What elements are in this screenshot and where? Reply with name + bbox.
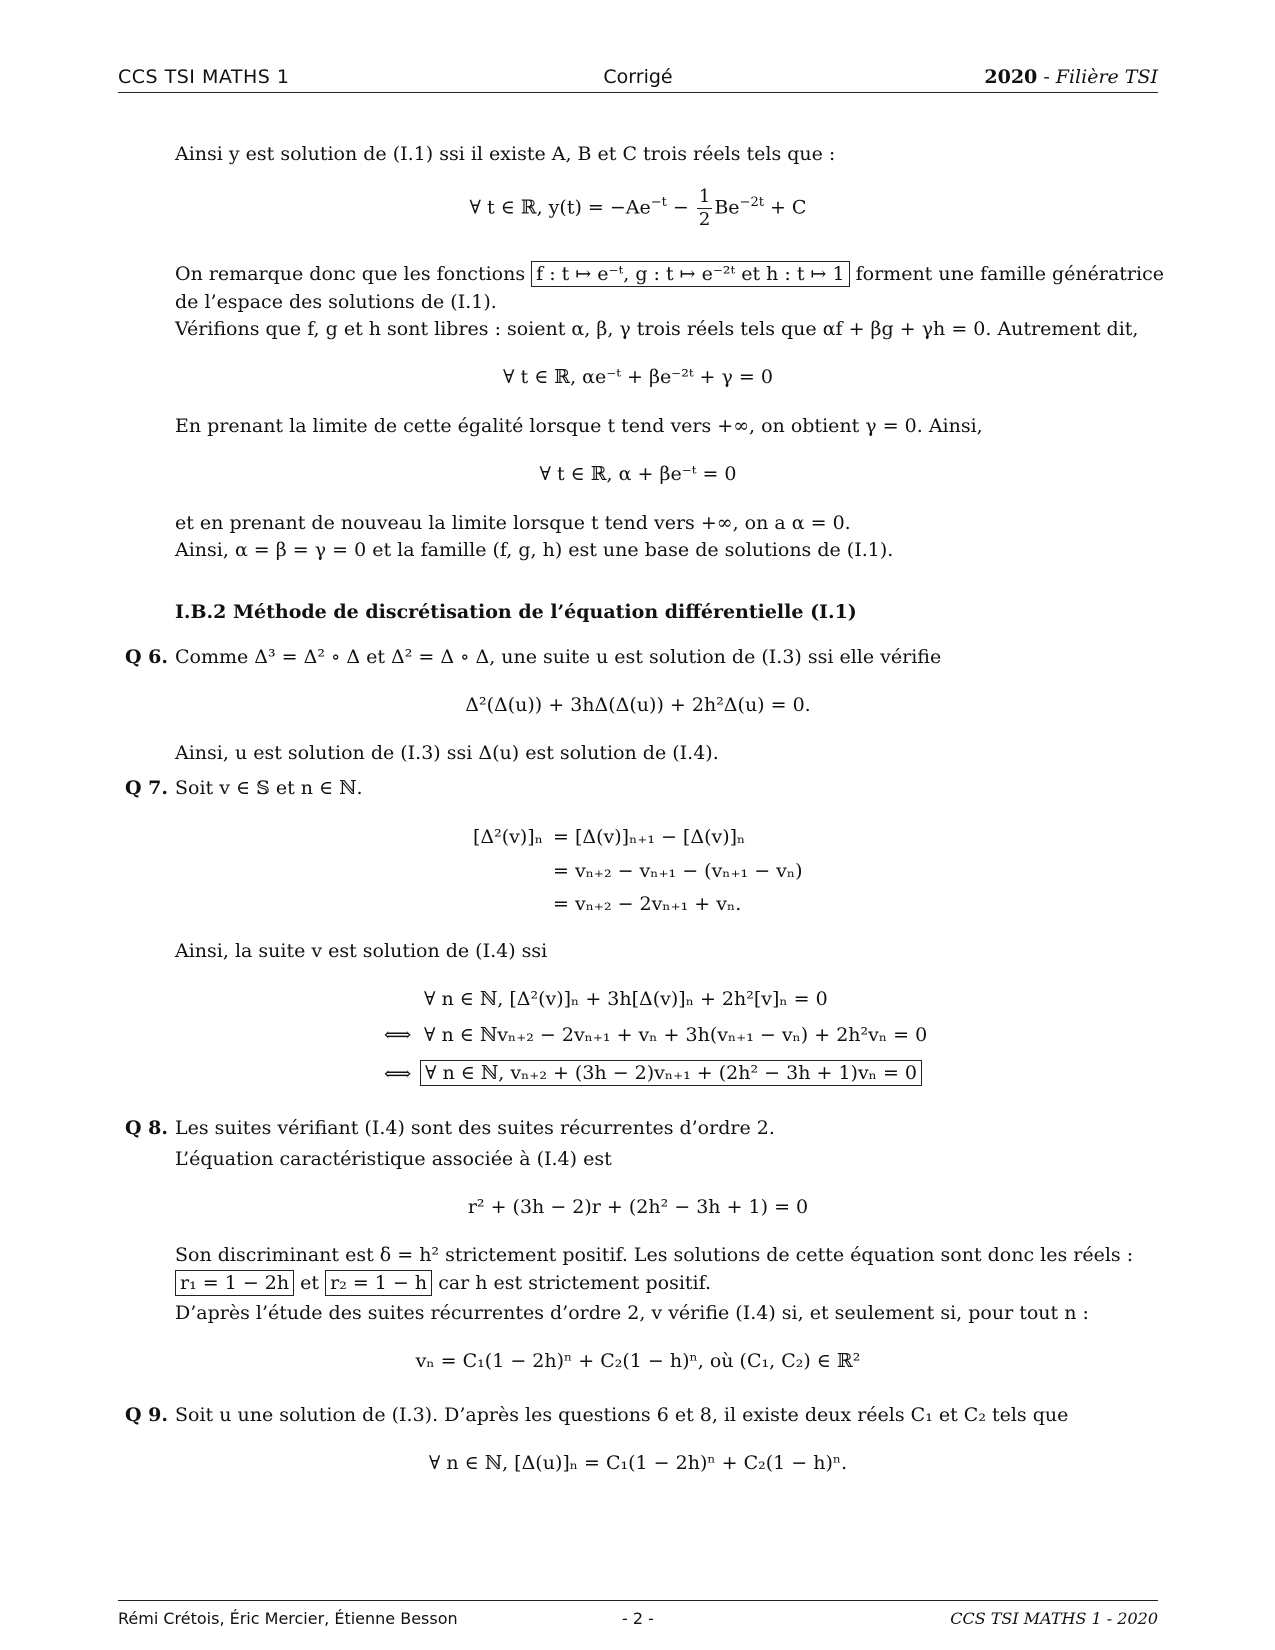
p12-end: car h est strictement positif. (438, 1272, 711, 1294)
equation-5: r² + (3h − 2)r + (2h² − 3h + 1) = 0 (467, 1196, 809, 1218)
eq1-fraction (697, 186, 712, 231)
footer-authors: Rémi Crétois, Éric Mercier, Étienne Besson (118, 1609, 458, 1628)
paragraph-10: L’équation caractéristique associée à (I.4) est (175, 1148, 612, 1170)
section-heading: I.B.2 Méthode de discrétisation de l’équation différentielle (I.1) (175, 601, 857, 623)
header-title: Corrigé (603, 66, 673, 88)
equivalence-line-1: ∀ n ∈ ℕ, [Δ²(v)]ₙ + 3h[Δ(v)]ₙ + 2h²[v]ₙ = 0 (424, 988, 828, 1010)
equation-4: Δ²(Δ(u)) + 3hΔ(Δ(u)) + 2h²Δ(u) = 0. (465, 694, 811, 716)
boxed-root-1: r₁ = 1 − 2h (175, 1270, 294, 1296)
footer-course: CCS TSI MATHS 1 - 2020 (950, 1609, 1158, 1628)
eq1-exp1: −t (650, 195, 667, 211)
eq1-left: ∀ t ∈ ℝ, y(t) = −Ae (469, 196, 651, 219)
question-6-label: Q 6. (125, 646, 169, 668)
page-header (118, 66, 1158, 93)
header-course: CCS TSI MATHS 1 (118, 66, 290, 88)
paragraph-1: Ainsi y est solution de (I.1) ssi il existe A, B et C trois réels tels que : (175, 143, 836, 165)
question-9-label: Q 9. (125, 1404, 169, 1426)
question-7-label: Q 7. (125, 777, 169, 799)
align-line-2-right: = vₙ₊₂ − vₙ₊₁ − (vₙ₊₁ − vₙ) (553, 860, 803, 882)
boxed-root-2: r₂ = 1 − h (325, 1270, 432, 1296)
paragraph-8: Ainsi, u est solution de (I.3) ssi Δ(u) est solution de (I.4). (175, 742, 719, 764)
paragraph-2 (175, 263, 1164, 285)
header-separator: - (1037, 66, 1056, 88)
equation-3: ∀ t ∈ ℝ, α + βe⁻ᵗ = 0 (539, 463, 737, 485)
align-line-3-right: = vₙ₊₂ − 2vₙ₊₁ + vₙ. (553, 893, 742, 915)
eq1-end: + C (763, 196, 807, 219)
paragraph-11: Son discriminant est δ = h² strictement positif. Les solutions de cette équation sont donc les réels : (175, 1244, 1134, 1266)
equivalence-arrow-2: ⟺ (384, 1024, 412, 1046)
footer-page-number: - 2 - (622, 1609, 654, 1628)
paragraph-7: Ainsi, α = β = γ = 0 et la famille (f, g, h) est une base de solutions de (I.1). (175, 539, 894, 561)
boxed-functions: f : t ↦ e⁻ᵗ, g : t ↦ e⁻²ᵗ et h : t ↦ 1 (531, 261, 849, 287)
question-8-label: Q 8. (125, 1117, 169, 1139)
p12-et: et (300, 1272, 320, 1294)
equation-6: vₙ = C₁(1 − 2h)ⁿ + C₂(1 − h)ⁿ, où (C₁, C₂) ∈ ℝ² (415, 1350, 861, 1372)
align-line-1-right: = [Δ(v)]ₙ₊₁ − [Δ(v)]ₙ (553, 826, 746, 848)
equation-2: ∀ t ∈ ℝ, αe⁻ᵗ + βe⁻²ᵗ + γ = 0 (503, 366, 773, 388)
header-year-track (984, 66, 1158, 88)
equivalence-arrow-3: ⟺ (384, 1063, 412, 1085)
paragraph-5: En prenant la limite de cette égalité lorsque t tend vers +∞, on obtient γ = 0. Ainsi, (175, 415, 983, 437)
question-9-text: Soit u une solution de (I.3). D’après les questions 6 et 8, il existe deux réels C₁ et C₂ tels que (175, 1404, 1069, 1426)
question-6-text: Comme Δ³ = Δ² ∘ Δ et Δ² = Δ ∘ Δ, une suite u est solution de (I.3) ssi elle vérifie (175, 646, 942, 668)
paragraph-13: D’après l’étude des suites récurrentes d’ordre 2, v vérifie (I.4) si, et seulement si, pour tout n : (175, 1302, 1089, 1324)
paragraph-12 (175, 1272, 711, 1294)
paragraph-3: de l’espace des solutions de (I.1). (175, 291, 497, 313)
boxed-recurrence: ∀ n ∈ ℕ, vₙ₊₂ + (3h − 2)vₙ₊₁ + (2h² − 3h + 1)vₙ = 0 (420, 1060, 922, 1086)
eq1-b: Be (714, 196, 740, 219)
eq1-exp2: −2t (739, 195, 764, 211)
p2-end: forment une famille génératrice (855, 263, 1164, 285)
equation-1 (118, 186, 1158, 231)
paragraph-4: Vérifions que f, g et h sont libres : soient α, β, γ trois réels tels que αf + βg + γh = 0. Autrement dit, (175, 318, 1139, 340)
question-7-text: Soit v ∈ 𝕊 et n ∈ ℕ. (175, 777, 363, 799)
equivalence-line-2: ∀ n ∈ ℕvₙ₊₂ − 2vₙ₊₁ + vₙ + 3h(vₙ₊₁ − vₙ) + 2h²vₙ = 0 (424, 1024, 928, 1046)
eq1-mid: − (666, 196, 695, 219)
question-8-text: Les suites vérifiant (I.4) sont des suites récurrentes d’ordre 2. (175, 1117, 775, 1139)
align-line-1-left: [Δ²(v)]ₙ (473, 826, 543, 848)
paragraph-9: Ainsi, la suite v est solution de (I.4) ssi (175, 940, 548, 962)
p2-start: On remarque donc que les fonctions (175, 263, 526, 285)
paragraph-6: et en prenant de nouveau la limite lorsque t tend vers +∞, on a α = 0. (175, 512, 851, 534)
eq1-numerator: 1 (698, 186, 711, 207)
page-footer (118, 1600, 1158, 1629)
header-track: Filière TSI (1055, 66, 1158, 88)
header-year: 2020 (984, 66, 1038, 88)
eq1-denominator: 2 (698, 209, 711, 230)
equation-7: ∀ n ∈ ℕ, [Δ(u)]ₙ = C₁(1 − 2h)ⁿ + C₂(1 − h)ⁿ. (428, 1452, 848, 1474)
